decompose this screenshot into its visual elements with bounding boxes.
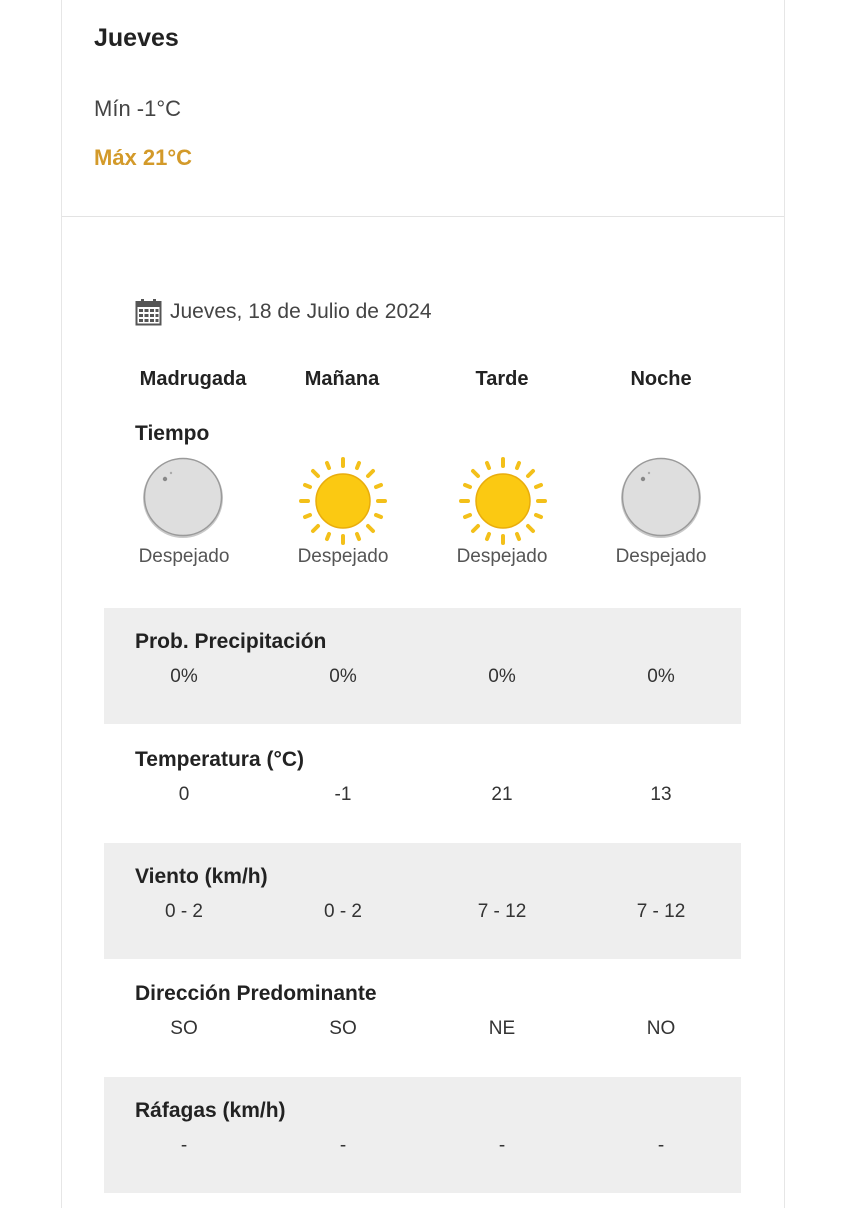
condition-label: Despejado xyxy=(297,546,389,567)
min-temperature: Mín -1°C xyxy=(94,96,182,121)
temperature-value: 21 xyxy=(491,784,513,805)
forecast-date: Jueves, 18 de Julio de 2024 xyxy=(170,300,432,323)
precipitation-row xyxy=(104,608,741,724)
precipitation-value: 0% xyxy=(329,666,357,687)
wind-title: Viento (km/h) xyxy=(135,865,268,888)
temperature-value: -1 xyxy=(334,784,352,805)
day-title: Jueves xyxy=(94,24,179,52)
temperature-value: 13 xyxy=(650,784,672,805)
period-madrugada: Madrugada xyxy=(139,368,247,390)
wind-direction-value: NO xyxy=(646,1018,676,1039)
precipitation-value: 0% xyxy=(170,666,198,687)
gusts-title: Ráfagas (km/h) xyxy=(135,1099,286,1122)
condition-label: Despejado xyxy=(615,546,707,567)
date-row xyxy=(135,296,432,328)
max-temperature: Máx 21°C xyxy=(94,145,193,170)
temperature-value: 0 xyxy=(178,784,190,805)
wind-direction-row xyxy=(104,960,741,1076)
wind-value: 0 - 2 xyxy=(164,901,204,922)
precipitation-value: 0% xyxy=(647,666,675,687)
forecast-card xyxy=(61,0,785,1208)
moon-icon xyxy=(138,456,228,546)
period-noche: Noche xyxy=(630,368,692,390)
condition-label: Despejado xyxy=(456,546,548,567)
gusts-value: - xyxy=(498,1135,506,1156)
wind-direction-value: SO xyxy=(329,1018,357,1039)
day-summary[interactable] xyxy=(62,0,784,217)
wind-value: 7 - 12 xyxy=(636,901,686,922)
sun-icon xyxy=(458,456,548,546)
wind-direction-title: Dirección Predominante xyxy=(135,982,377,1005)
tiempo-label: Tiempo xyxy=(135,422,210,445)
precipitation-title: Prob. Precipitación xyxy=(135,630,327,653)
condition-label: Despejado xyxy=(138,546,230,567)
wind-row xyxy=(104,843,741,959)
period-tarde: Tarde xyxy=(475,368,529,390)
precipitation-value: 0% xyxy=(488,666,516,687)
gusts-row xyxy=(104,1077,741,1193)
calendar-icon xyxy=(135,298,162,326)
period-manana: Mañana xyxy=(304,368,380,390)
temperature-title: Temperatura (°C) xyxy=(135,748,305,771)
gusts-value: - xyxy=(657,1135,665,1156)
wind-value: 0 - 2 xyxy=(323,901,363,922)
wind-direction-value: SO xyxy=(170,1018,198,1039)
wind-value: 7 - 12 xyxy=(477,901,527,922)
temperature-row xyxy=(104,726,741,842)
moon-icon xyxy=(616,456,706,546)
sun-icon xyxy=(298,456,388,546)
gusts-value: - xyxy=(180,1135,188,1156)
gusts-value: - xyxy=(339,1135,347,1156)
wind-direction-value: NE xyxy=(488,1018,516,1039)
